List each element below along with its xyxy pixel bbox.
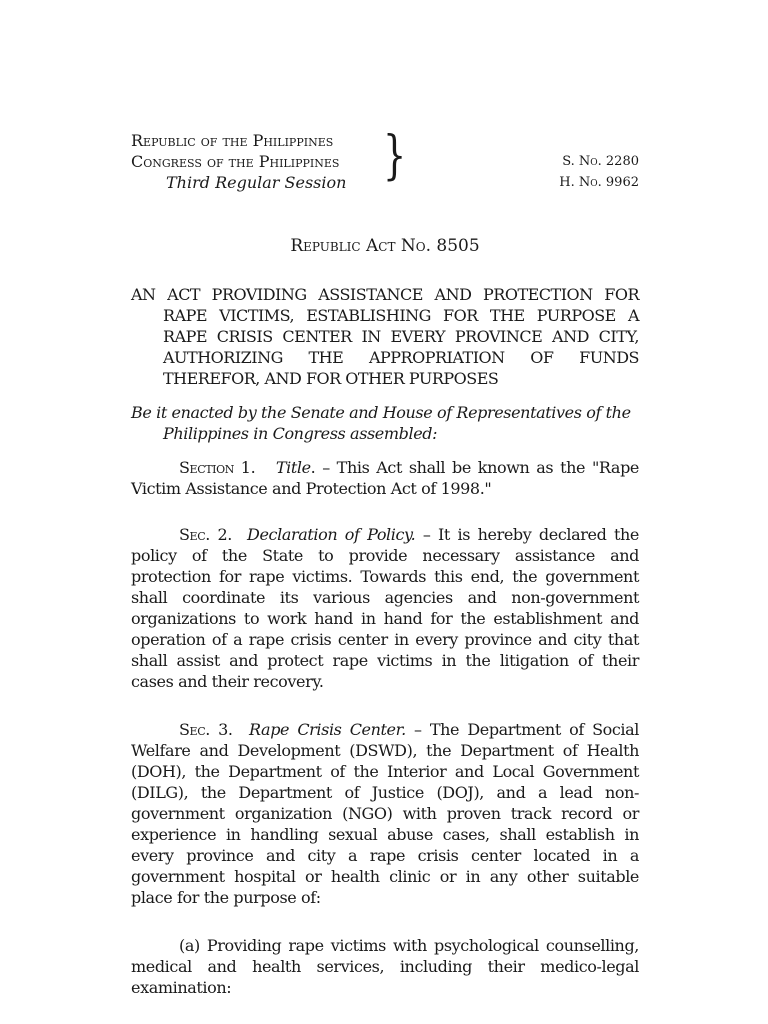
senate-bill-number: S. No. 2280 xyxy=(562,154,639,169)
document-header xyxy=(131,126,639,200)
section-3-item-a: (a) Providing rape victims with psychological counselling, medical and health services, including their medico-legal examination: xyxy=(131,936,639,997)
republic-line: Republic of the Philippines xyxy=(131,131,334,150)
section-text: – The Department of Social Welfare and Development (DSWD), the Department of Health (DOH), the Department of the Interior and Local Government (DILG), the Department of Justice (DOJ), and a lead non-government organization (NGO) with proven track record or experience in handling sexual abuse cases, shall establish in every province and city a rape crisis center located in a government hospital or health clinic or in any other suitable place for the purpose of: xyxy=(131,720,639,907)
section-label: Sec. 3. xyxy=(179,720,233,739)
house-bill-number: H. No. 9962 xyxy=(559,175,639,190)
act-number: Republic Act No. 8505 xyxy=(290,236,480,256)
section-3 xyxy=(131,719,639,908)
section-1 xyxy=(131,457,639,499)
section-text: – It is hereby declared the policy of the State to provide necessary assistance and protection for rape victims. Towards this end, the government shall coordinate its various agencies and non-government organizations to work hand in hand for the establishment and operation of a rape crisis center in every province and city that shall assist and protect rape victims in the litigation of their cases and their recovery. xyxy=(131,525,639,691)
act-title: AN ACT PROVIDING ASSISTANCE AND PROTECTION FOR RAPE VICTIMS, ESTABLISHING FOR THE PURPOSE A RAPE CRISIS CENTER IN EVERY PROVINCE AND CITY, AUTHORIZING THE APPROPRIATION OF FUNDS THEREFOR, AND FOR OTHER PURPOSES xyxy=(131,285,639,388)
right-brace-icon: } xyxy=(383,126,407,186)
section-label: Sec. 2. xyxy=(179,525,232,544)
section-heading: Rape Crisis Center. xyxy=(249,720,406,739)
section-text: . – This Act shall be known as the "Rape Victim Assistance and Protection Act of 1998." xyxy=(131,458,639,498)
section-heading: Declaration of Policy. xyxy=(247,525,416,544)
congress-line: Congress of the Philippines xyxy=(131,152,340,171)
section-2 xyxy=(131,524,639,692)
section-heading: Title xyxy=(275,458,311,477)
enacting-clause: Be it enacted by the Senate and House of Representatives of the Philippines in Congress assembled: xyxy=(131,403,631,443)
session-line: Third Regular Session xyxy=(166,173,347,192)
section-label: Section 1. xyxy=(179,458,256,477)
